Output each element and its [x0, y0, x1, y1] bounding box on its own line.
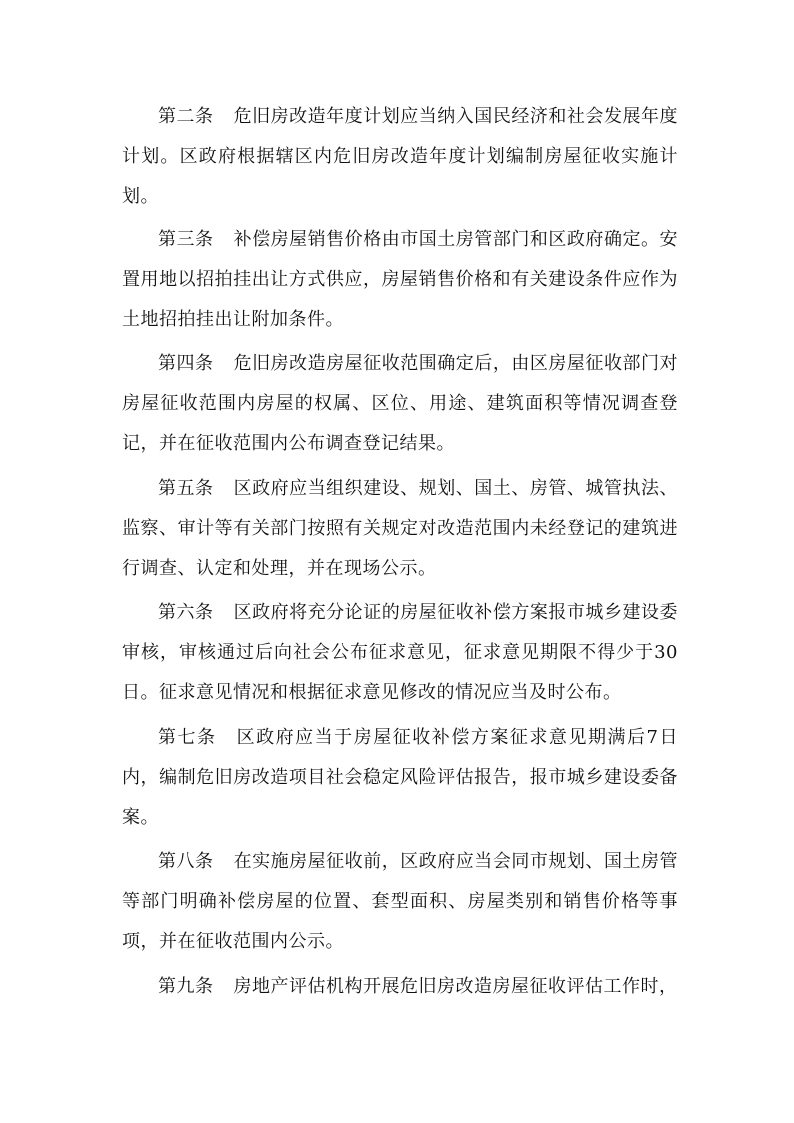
article-number: 第八条 — [158, 851, 214, 872]
article-number: 第三条 — [158, 229, 214, 250]
article-4 — [122, 344, 678, 464]
article-text: 补偿房屋销售价格由市国土房管部门和区政府确定。安置用地以招拍挂出让方式供应，房屋销售价格和有关建设条件应作为土地招拍挂出让附加条件。 — [122, 229, 679, 330]
article-text: 房地产评估机构开展危旧房改造房屋征收评估工作时， — [233, 976, 678, 997]
article-number: 第九条 — [158, 976, 214, 997]
article-3 — [122, 220, 678, 340]
article-number: 第五条 — [158, 478, 214, 499]
article-number: 第六条 — [158, 602, 214, 623]
article-text: 危旧房改造年度计划应当纳入国民经济和社会发展年度计划。区政府根据辖区内危旧房改造年度计划编制房屋征收实施计划。 — [122, 106, 679, 207]
article-number: 第七条 — [158, 727, 217, 748]
article-2 — [122, 97, 678, 217]
article-text: 区政府应当于房屋征收补偿方案征求意见期满后7日内，编制危旧房改造项目社会稳定风险评估报告，报市城乡建设委备案。 — [122, 727, 679, 828]
article-8 — [122, 842, 678, 962]
article-5 — [122, 469, 678, 589]
article-text: 危旧房改造房屋征收范围确定后，由区房屋征收部门对房屋征收范围内房屋的权属、区位、用途、建筑面积等情况调查登记，并在征收范围内公布调查登记结果。 — [122, 353, 679, 454]
article-7 — [122, 718, 678, 838]
article-number: 第二条 — [158, 106, 214, 127]
article-number: 第四条 — [158, 353, 214, 374]
article-6 — [122, 593, 678, 713]
article-text: 在实施房屋征收前，区政府应当会同市规划、国土房管等部门明确补偿房屋的位置、套型面积、房屋类别和销售价格等事项，并在征收范围内公示。 — [122, 851, 679, 952]
article-9 — [122, 967, 678, 1007]
article-text: 区政府应当组织建设、规划、国土、房管、城管执法、监察、审计等有关部门按照有关规定对改造范围内未经登记的建筑进行调查、认定和处理，并在现场公示。 — [122, 478, 679, 579]
article-text: 区政府将充分论证的房屋征收补偿方案报市城乡建设委审核，审核通过后向社会公布征求意见，征求意见期限不得少于30日。征求意见情况和根据征求意见修改的情况应当及时公布。 — [122, 602, 679, 703]
